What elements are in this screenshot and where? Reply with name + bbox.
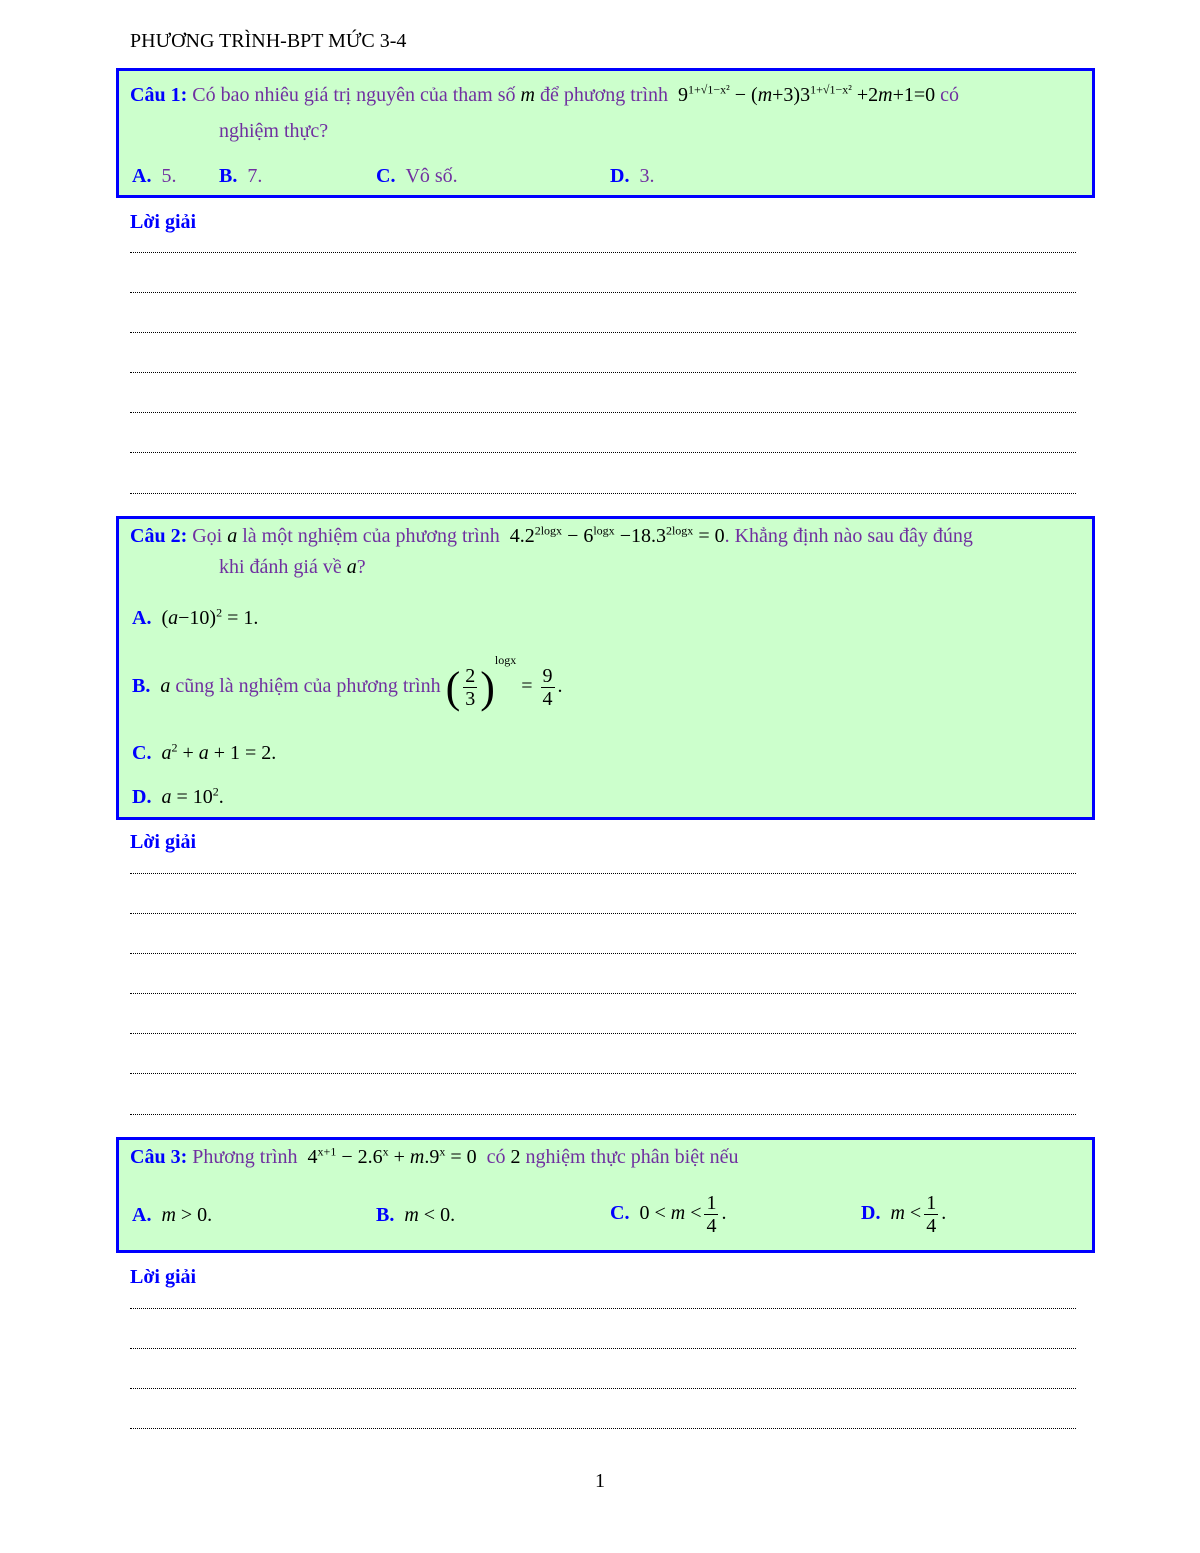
- solution-label-1: Lời giải: [130, 211, 197, 233]
- equation-1: $9^{1+√1-x^2} - (m+3)3^{1+√1-x^2} +2m+1=0$: [673, 82, 936, 106]
- equation-2: $4.2^{2logx} - 6^{logx} -18.3^{2logx} = 0$: [504, 523, 725, 547]
- answer-line: [130, 493, 1076, 494]
- equation-3: $4^{x+1} - 2.6^x + m.9^x = 0$: [302, 1144, 482, 1168]
- page-number: 1: [595, 1470, 605, 1492]
- q3-option-a[interactable]: A. m > 0.: [132, 1204, 213, 1226]
- answer-line: [130, 1033, 1076, 1034]
- question-3-label: Câu 3:: [130, 1146, 188, 1168]
- question-1-line-1: Câu 1: Có bao nhiêu giá trị nguyên của tham số m để phương trình $9^{1+√1-x^2} - (m+3)3^{1+√1-x^2} +2m+1=0$ có: [130, 82, 960, 106]
- solution-label-3: Lời giải: [130, 1266, 197, 1288]
- q2-option-a[interactable]: A. $(a-10)^2 = 1$.: [132, 605, 259, 629]
- q2-option-c[interactable]: C. $a^2 + a + 1 = 2$.: [132, 740, 277, 764]
- q2-option-d[interactable]: D. $a = 10^2$.: [132, 784, 224, 808]
- question-3-line-1: Câu 3: Phương trình $4^{x+1} - 2.6^x + m.9^x = 0$ có 2 nghiệm thực phân biệt nếu: [130, 1144, 739, 1168]
- answer-line: [130, 1428, 1076, 1429]
- page-header: PHƯƠNG TRÌNH-BPT MỨC 3-4: [130, 30, 407, 52]
- question-2-line-2: khi đánh giá về a?: [219, 556, 366, 578]
- answer-line: [130, 873, 1076, 874]
- q1-option-b[interactable]: B. 7.: [219, 165, 263, 187]
- answer-line: [130, 372, 1076, 373]
- answer-line: [130, 1348, 1076, 1349]
- answer-line: [130, 1388, 1076, 1389]
- solution-label-2: Lời giải: [130, 831, 197, 853]
- q1-option-a[interactable]: A. 5.: [132, 165, 177, 187]
- q2-option-b[interactable]: B. a cũng là nghiệm của phương trình ( $\frac{2}{3}$ )$^{logx}$ = $\frac{9}{4}$ .: [132, 653, 563, 712]
- answer-line: [130, 953, 1076, 954]
- answer-line: [130, 993, 1076, 994]
- answer-line: [130, 1308, 1076, 1309]
- q3-option-d[interactable]: D. m < $\frac{1}{4}$ .: [861, 1192, 947, 1237]
- answer-line: [130, 913, 1076, 914]
- question-1-line-2: nghiệm thực?: [219, 120, 329, 142]
- question-2-line-1: Câu 2: Gọi a là một nghiệm của phương trình $4.2^{2logx} - 6^{logx} -18.3^{2logx} = 0$. Khẳng định nào sau đây đúng: [130, 523, 973, 547]
- answer-line: [130, 332, 1076, 333]
- question-1-label: Câu 1:: [130, 84, 188, 106]
- question-2-label: Câu 2:: [130, 525, 188, 547]
- q3-option-c[interactable]: C. 0 < m < $\frac{1}{4}$ .: [610, 1192, 727, 1237]
- answer-line: [130, 1114, 1076, 1115]
- answer-line: [130, 292, 1076, 293]
- q3-option-b[interactable]: B. m < 0.: [376, 1204, 456, 1226]
- answer-line: [130, 412, 1076, 413]
- answer-line: [130, 452, 1076, 453]
- q1-option-d[interactable]: D. 3.: [610, 165, 655, 187]
- answer-line: [130, 252, 1076, 253]
- answer-line: [130, 1073, 1076, 1074]
- q1-option-c[interactable]: C. Vô số.: [376, 165, 458, 187]
